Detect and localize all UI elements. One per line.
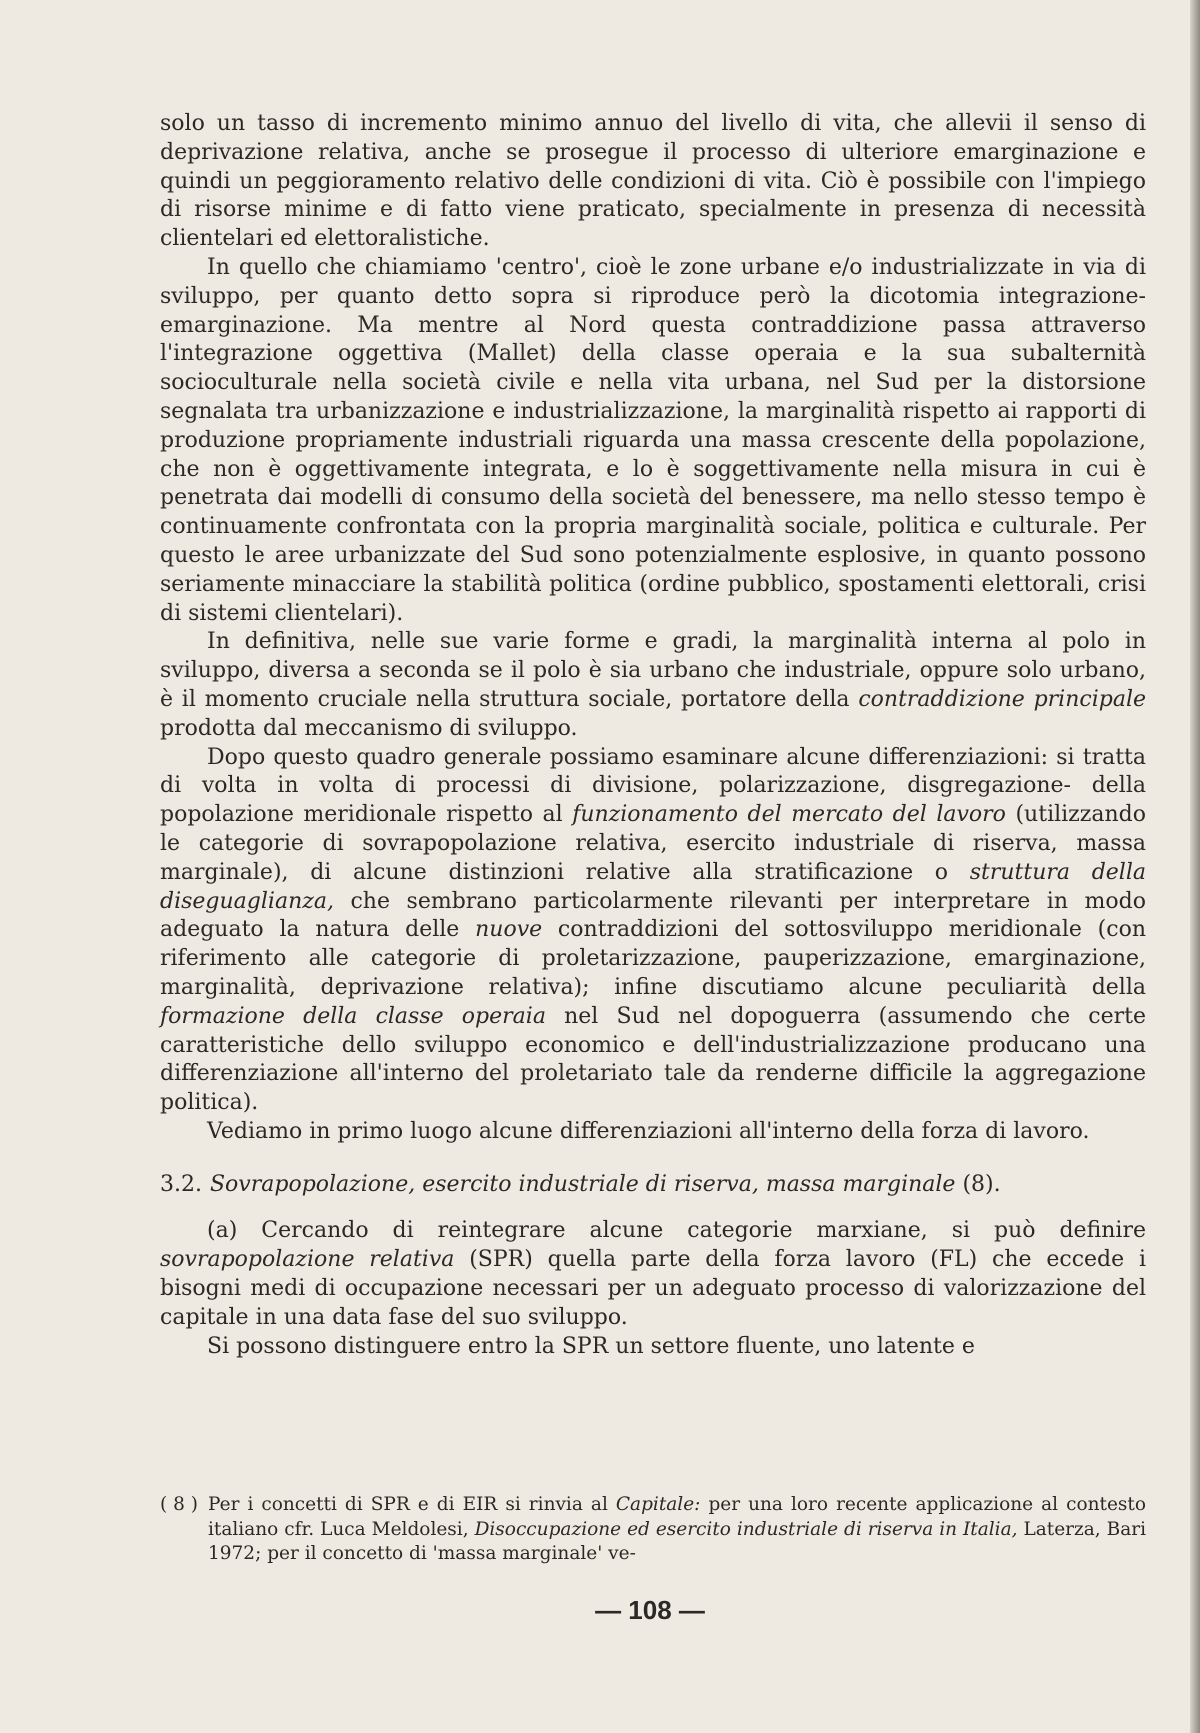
paragraph-4-text-c: che sembrano particolarmente rilevanti per interpretare in modo adeguato la natura delle xyxy=(160,888,1146,943)
footnote-text-a: Per i concetti di SPR e di EIR si rinvia al xyxy=(208,1494,616,1515)
footnote-body xyxy=(208,1493,1146,1567)
paragraph-4 xyxy=(160,744,1146,1118)
footnote-text-b: per una loro recente applicazione al contesto italiano cfr. Luca Meldolesi, xyxy=(208,1494,1146,1540)
body-text xyxy=(160,110,1146,1361)
paragraph-6-text-b: (SPR) quella parte della forza lavoro (FL) che eccede i bisogni medi di occupazione necessari per un adeguato processo di valorizzazione del capitale in una data fase del suo sviluppo. xyxy=(160,1247,1146,1330)
section-heading xyxy=(160,1171,1146,1200)
paragraph-4-emphasis-4: formazione della classe operaia xyxy=(160,1003,546,1029)
paragraph-4-text-d: contraddizioni del sottosviluppo meridionale (con riferimento alle categorie di proletarizzazione, pauperizzazione, emarginazione, marginalità, deprivazione relativa); infine discutiamo alcune peculiarità della xyxy=(160,917,1146,1000)
paragraph-3-text-a: In definitiva, nelle sue varie forme e gradi, la marginalità interna al polo in sviluppo, diversa a seconda se il polo è sia urbano che industriale, oppure solo urbano, è il momento cruciale nella struttura sociale, portatore della xyxy=(160,629,1146,712)
paragraph-6-text-a: (a) Cercando di reintegrare alcune categorie marxiane, si può definire xyxy=(207,1218,1146,1244)
paragraph-1: solo un tasso di incremento minimo annuo del livello di vita, che allevii il senso di deprivazione relativa, anche se prosegue il processo di ulteriore emarginazione e quindi un peggioramento relativo delle condizioni di vita. Ciò è possibile con l'impiego di risorse minime e di fatto viene praticato, specialmente in presenza di necessità clientelari ed elettoralistiche. xyxy=(160,111,1146,252)
footnote-marker: ( 8 ) xyxy=(160,1494,198,1515)
paragraph-4-emphasis-1: funzionamento del mercato del lavoro xyxy=(572,802,1006,828)
paragraph-4-text-a: Dopo questo quadro generale possiamo esaminare alcune differenziazioni: si tratta di volta in volta di processi di divisione, polarizzazione, disgregazione- della popolazione meridionale rispetto al xyxy=(160,744,1146,828)
paragraph-5: Vediamo in primo luogo alcune differenziazioni all'interno della forza di lavoro. xyxy=(207,1118,1090,1144)
paragraph-2: In quello che chiamiamo 'centro', cioè le zone urbane e/o industrializzate in via di sviluppo, per quanto detto sopra si riproduce però la dicotomia integrazione-emarginazione. Ma mentre al Nord questa contraddizione passa attraverso l'integrazione oggettiva (Mallet) della classe operaia e la sua subalternità socioculturale nella società civile e nella vita urbana, nel Sud per la distorsione segnalata tra urbanizzazione e industrializzazione, la marginalità rispetto ai rapporti di produzione propriamente industriali riguarda una massa crescente della popolazione, che non è oggettivamente integrata, e lo è soggettivamente nella misura in cui è penetrata dai modelli di consumo della società del benessere, ma nello stesso tempo è continuamente confrontata con la propria marginalità sociale, politica e culturale. Per questo le aree urbanizzate del Sud sono potenzialmente esplosive, in quanto possono seriamente minacciare la stabilità politica (ordine pubblico, spostamenti elettorali, crisi di sistemi clientelari). xyxy=(160,254,1146,626)
section-footnote-ref: (8). xyxy=(962,1171,1001,1197)
page-edge-shadow xyxy=(1190,0,1200,1733)
paragraph-4-text-b: (utilizzando le categorie di sovrapopolazione relativa, esercito industriale di riserva, massa marginale), di alcune distinzioni relative alla stratificazione o xyxy=(160,802,1146,885)
paragraph-3 xyxy=(160,628,1146,743)
footnote-text-c: Laterza, Bari 1972; per il concetto di 'massa marginale' ve- xyxy=(208,1518,1146,1564)
footnote-emphasis-2: Disoccupazione ed esercito industriale di riserva in Italia, xyxy=(474,1518,1018,1540)
section-number: 3.2. xyxy=(160,1171,202,1197)
page-number: — 108 — xyxy=(595,1595,705,1625)
paragraph-3-text-b: prodotta dal meccanismo di sviluppo. xyxy=(160,715,578,741)
paragraph-6 xyxy=(160,1217,1146,1332)
paragraph-6-emphasis: sovrapopolazione relativa xyxy=(160,1247,455,1273)
paragraph-3-emphasis: contraddizione principale xyxy=(858,686,1146,712)
footnote xyxy=(160,1493,1146,1567)
paragraph-7: Si possono distinguere entro la SPR un settore fluente, uno latente e xyxy=(207,1333,975,1359)
paragraph-4-emphasis-2: struttura della diseguaglianza, xyxy=(160,859,1146,914)
footnote-emphasis-1: Capitale: xyxy=(615,1494,701,1515)
paragraph-4-text-e: nel Sud nel dopoguerra (assumendo che certe caratteristiche dello sviluppo economico e dell'industrializzazione producano una differenziazione all'interno del proletariato tale da renderne difficile la aggregazione politica). xyxy=(160,1003,1146,1116)
paragraph-4-emphasis-3: nuove xyxy=(475,917,543,943)
section-title: Sovrapopolazione, esercito industriale di riserva, massa marginale xyxy=(209,1171,956,1197)
